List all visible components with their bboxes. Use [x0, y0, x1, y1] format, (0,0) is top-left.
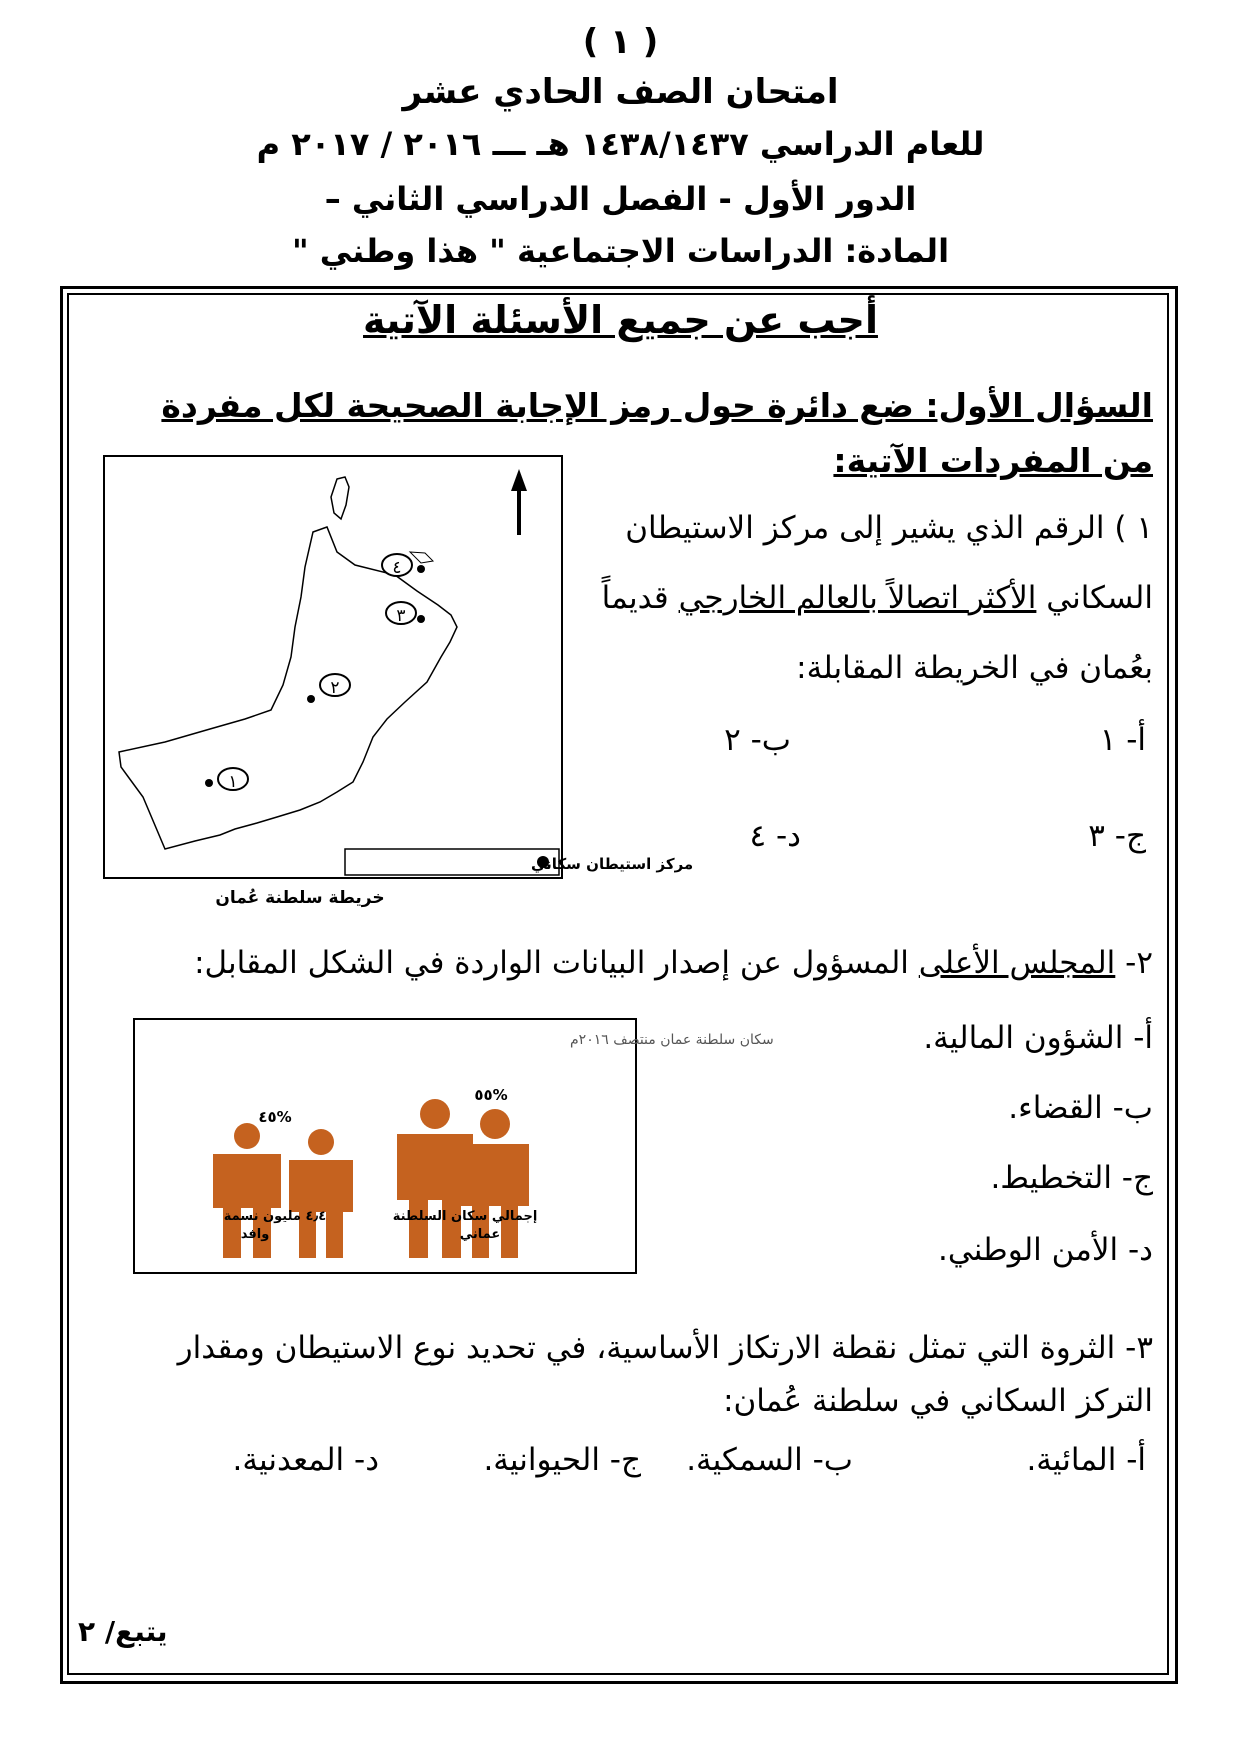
q1-item2-stem — [153, 945, 1153, 981]
figure-left-label2: وافد — [240, 1227, 270, 1242]
q1-item3-option-b: ب- السمكية. — [686, 1442, 853, 1478]
figure-right-label: إجمالي سكان السلطنة — [392, 1209, 538, 1224]
page-number: ( ١ ) — [582, 22, 659, 62]
expat-person-icons — [213, 1123, 353, 1258]
figure-left-percent: ٤٥% — [258, 1108, 292, 1126]
q1-item1-line2-a: السكاني — [1036, 580, 1153, 616]
q1-item3-line1: ٣- الثروة التي تمثل نقطة الارتكاز الأساسية، في تحديد نوع الاستيطان ومقدار — [177, 1330, 1153, 1366]
q1-item2-option-c: ج- التخطيط. — [990, 1160, 1153, 1196]
map-marker-1 — [205, 768, 248, 792]
continue-note: يتبع/ ٢ — [78, 1615, 168, 1648]
question1-title: السؤال الأول: ضع دائرة حول رمز الإجابة الصحيحة لكل مفردة من المفردات الآتية: — [161, 386, 1153, 480]
q1-item1-line2-b: الأكثر — [968, 580, 1037, 616]
map-marker-2-label: ٢ — [330, 678, 340, 698]
q1-item1-option-a: أ- ١ — [1099, 722, 1146, 758]
q1-item3-option-d: د- المعدنية. — [232, 1442, 379, 1478]
q1-item1-line3: بعُمان في الخريطة المقابلة: — [796, 650, 1153, 686]
subject-line: المادة: الدراسات الاجتماعية " هذا وطني " — [291, 232, 950, 270]
q1-item1-line1: ١ ) الرقم الذي يشير إلى مركز الاستيطان — [625, 510, 1153, 546]
q1-item1-line2 — [553, 580, 1153, 616]
academic-year: للعام الدراسي ١٤٣٨/١٤٣٧ هـ ـــ ٢٠١٦ / ٢٠١٧ م — [256, 125, 985, 163]
map-marker-1-label: ١ — [228, 772, 238, 792]
map-marker-3 — [386, 602, 425, 626]
figure-left-label: ٤٫٤ مليون نسمة — [223, 1209, 327, 1224]
figure-right-percent: ٥٥% — [474, 1086, 508, 1104]
figure-title: سكان سلطنة عمان منتصف ٢٠١٦م — [570, 1032, 774, 1048]
map-marker-3-label: ٣ — [396, 606, 406, 626]
map-marker-4-label: ٤ — [392, 558, 402, 578]
q1-item2-option-b: ب- القضاء. — [1008, 1090, 1153, 1126]
exam-round: الدور الأول - الفصل الدراسي الثاني – — [324, 180, 917, 218]
q1-item2-prefix: ٢- — [1115, 945, 1153, 981]
map-legend-label: مركز استيطان سكاني — [531, 855, 694, 873]
q1-item2-option-d: د- الأمن الوطني. — [938, 1232, 1153, 1268]
q1-item1-option-b: ب- ٢ — [724, 722, 791, 758]
q1-item2-option-a: أ- الشؤون المالية. — [923, 1020, 1153, 1056]
exam-title: امتحان الصف الحادي عشر — [402, 72, 839, 112]
map-caption: خريطة سلطنة عُمان — [215, 888, 385, 908]
q1-item2-underlined: المجلس الأعلى — [918, 945, 1116, 981]
q1-item1-option-c: ج- ٣ — [1088, 818, 1146, 854]
q1-item3-option-c: ج- الحيوانية. — [483, 1442, 641, 1478]
map-marker-4 — [382, 554, 425, 578]
q1-item2-rest: المسؤول عن إصدار البيانات الواردة في الشكل المقابل: — [194, 945, 919, 981]
q1-item1-line2-d: قديماً — [601, 580, 679, 616]
map-marker-2 — [307, 674, 350, 703]
instruction-heading: أجب عن جميع الأسئلة الآتية — [363, 298, 878, 342]
figure-right-label2: عماني — [459, 1227, 501, 1242]
q1-item1-option-d: د- ٤ — [749, 818, 801, 854]
population-figure-svg — [135, 1020, 774, 1272]
population-figure — [133, 1018, 774, 1274]
q1-item3-option-a: أ- المائية. — [1026, 1442, 1146, 1478]
q1-item1-line2-c: اتصالاً بالعالم الخارجي — [678, 580, 969, 616]
q1-item3-line2: التركز السكاني في سلطنة عُمان: — [723, 1383, 1153, 1419]
